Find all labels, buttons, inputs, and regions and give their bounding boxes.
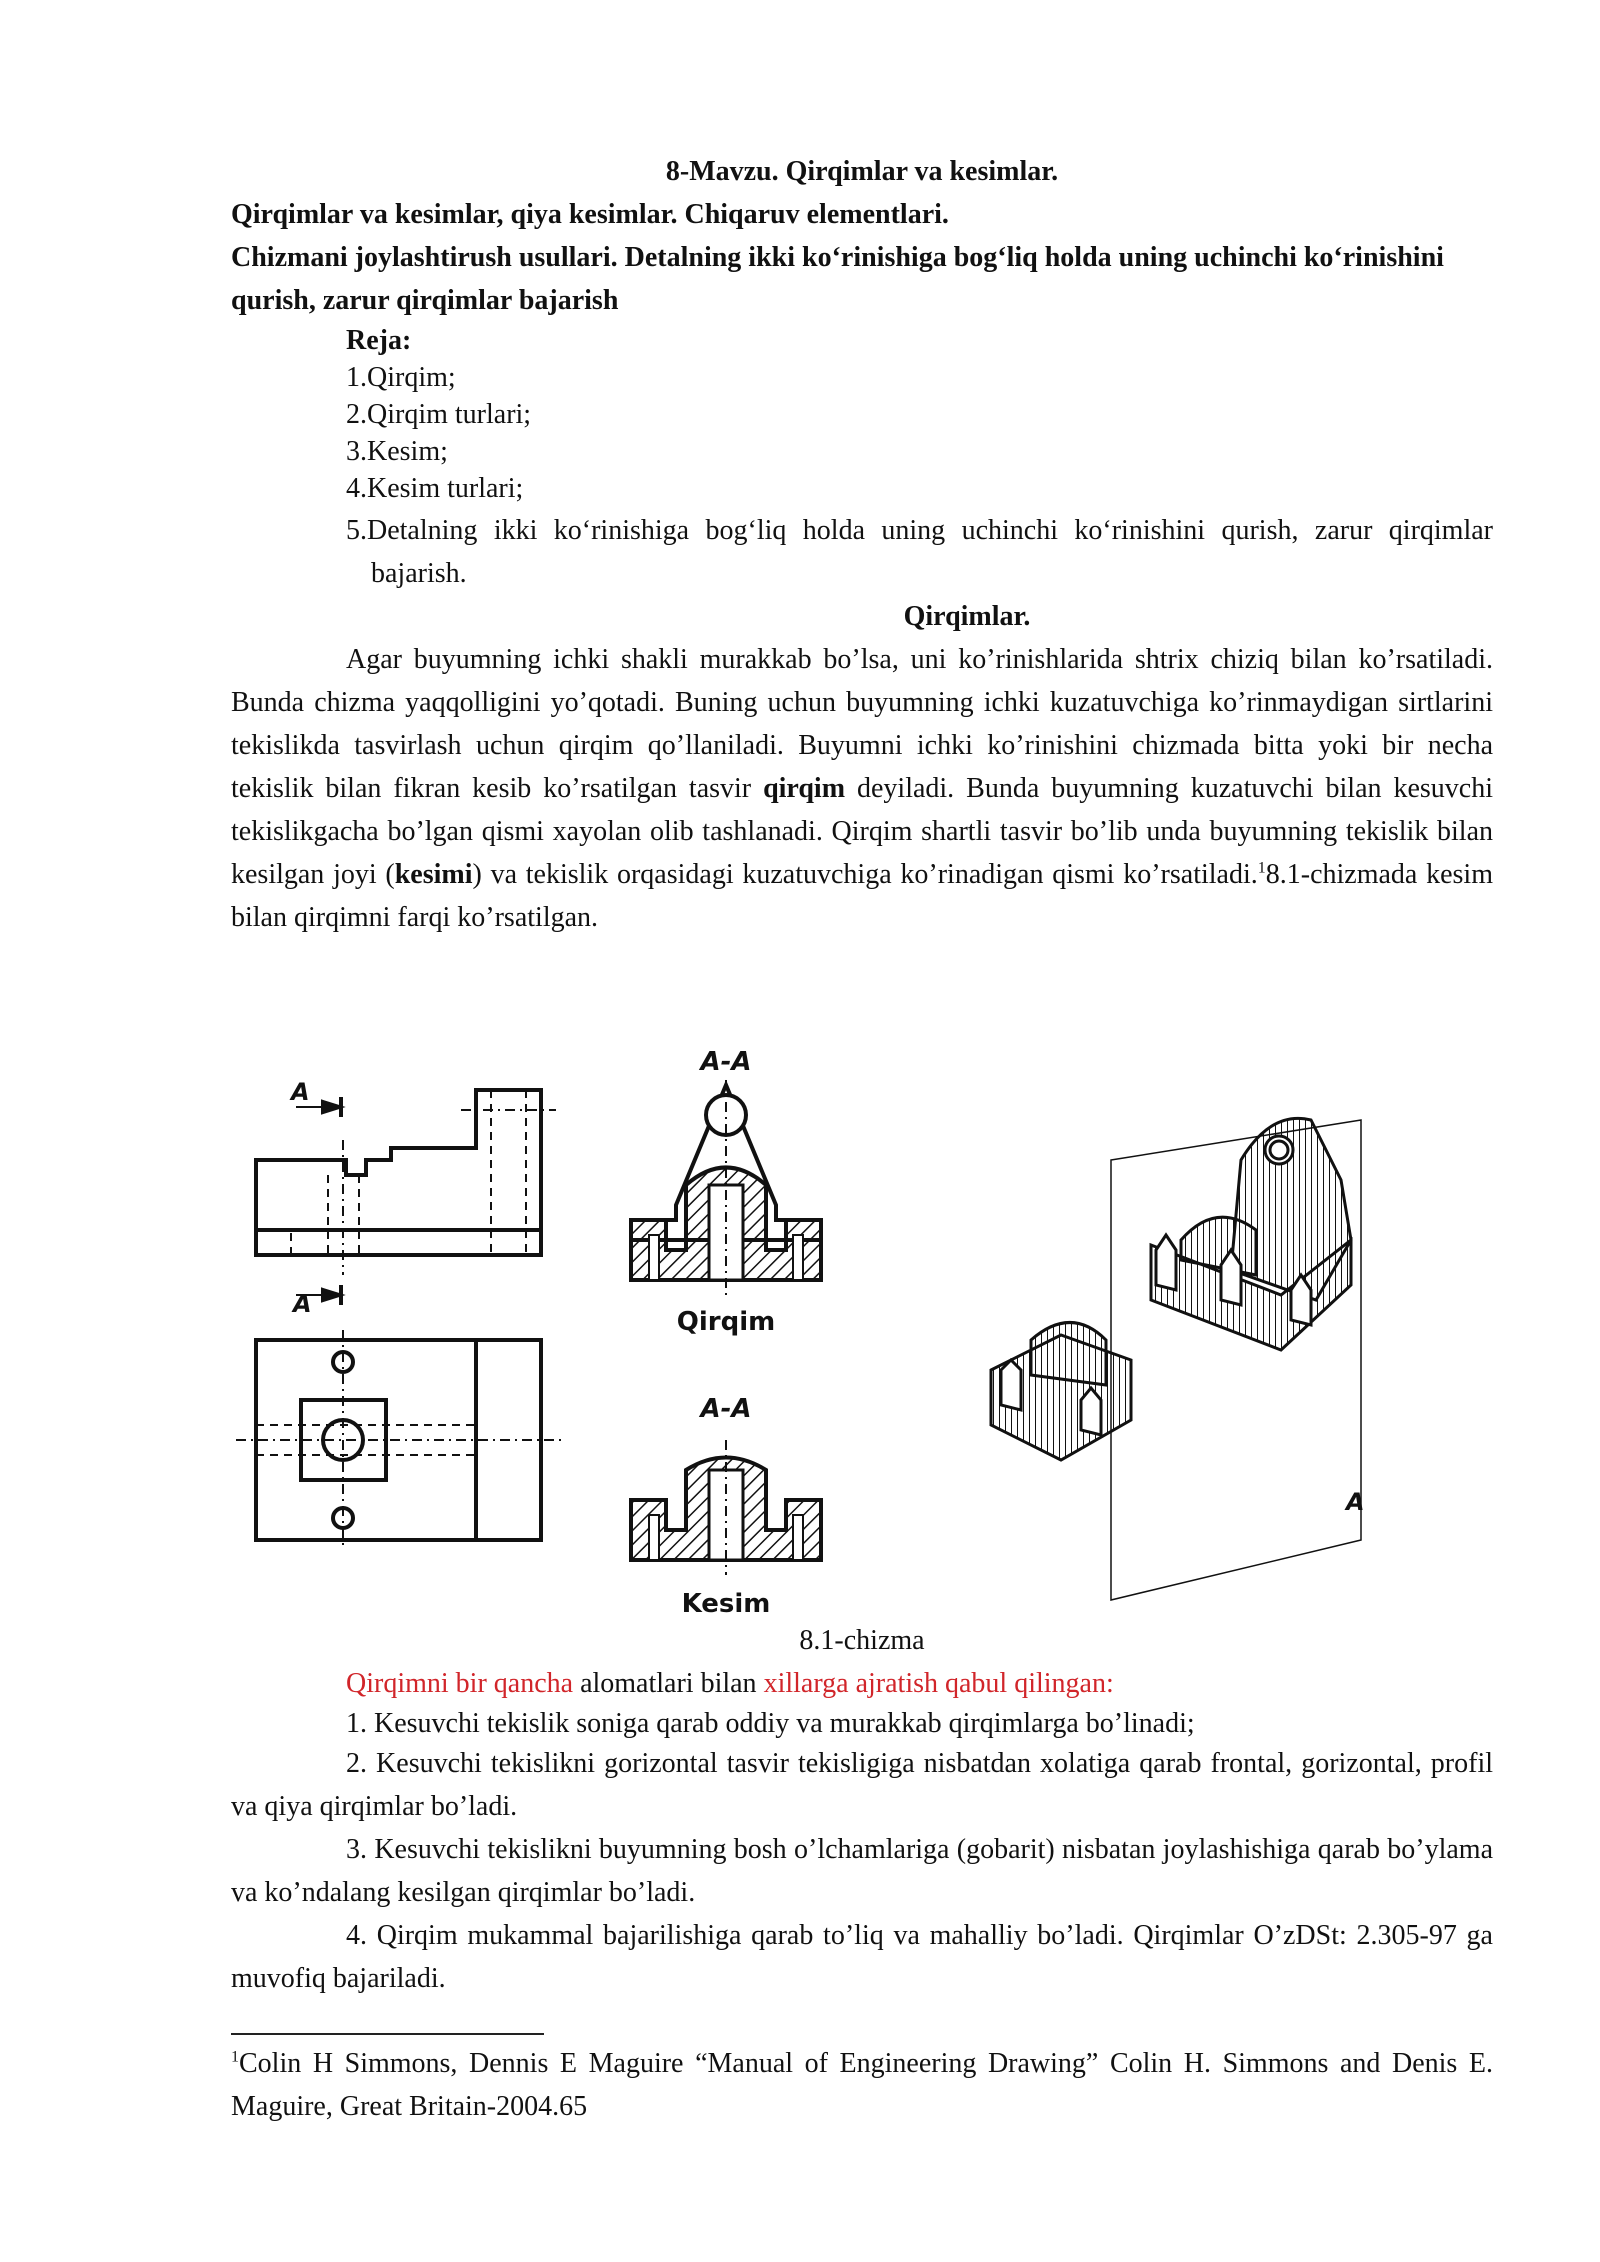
section-label: A-A xyxy=(700,1394,752,1424)
cut-label-a: A xyxy=(291,1078,310,1106)
label-qirqim: Qirqim xyxy=(676,1307,776,1337)
subtitle-2: Chizmani joylashtirush usullari. Detalning ikki ko‘rinishiga bog‘liq holda uning uchinchi ko‘rinishini qurish, zarur qirqimlar bajarish xyxy=(231,242,1444,316)
term-kesimi: kesimi xyxy=(394,859,473,890)
footnote-text: Colin H Simmons, Dennis E Maguire “Manual of Engineering Drawing” Colin H. Simmons and Denis E. Maguire, Great Britain-2004.65 xyxy=(231,2048,1493,2122)
plan-item: 2.Qirqim turlari; xyxy=(346,399,532,430)
figure-caption: 8.1-chizma xyxy=(799,1625,925,1656)
list-item: 2. Kesuvchi tekislikni gorizontal tasvir tekisligiga nisbatdan xolatiga qarab frontal, gorizontal, profil va qiya qirqimlar bo’ladi. xyxy=(231,1748,1493,1822)
highlight-text: Qirqimni bir qancha xyxy=(346,1668,574,1699)
footnote xyxy=(231,2042,1493,2128)
front-view xyxy=(256,1090,556,1305)
section-qirqim xyxy=(631,1080,821,1295)
classification-section xyxy=(231,1662,1493,2000)
section-heading: Qirqimlar. xyxy=(903,601,1031,632)
plan-item: 1.Qirqim; xyxy=(346,362,456,393)
footnote-reference[interactable]: 1 xyxy=(1257,859,1266,877)
section-kesim xyxy=(631,1440,821,1575)
top-view xyxy=(236,1330,561,1550)
classification-intro xyxy=(231,1662,1493,1705)
paragraph-intro xyxy=(231,638,1493,939)
label-kesim: Kesim xyxy=(681,1589,771,1619)
footnote-separator xyxy=(231,2033,544,2035)
isometric-view xyxy=(991,1118,1361,1600)
plan-item: 5.Detalning ikki ko‘rinishiga bog‘liq holda uning uchinchi ko‘rinishini qurish, zarur qirqimlar bajarish. xyxy=(346,515,1493,589)
page-title: 8-Mavzu. Qirqimlar va kesimlar. xyxy=(665,156,1059,187)
cut-label-a: A xyxy=(293,1290,312,1318)
figure-8-1 xyxy=(231,1040,1531,1620)
plan-heading: Reja: xyxy=(346,325,412,356)
paragraph-text: deyiladi. Bunda buyumning kuzatuvchi bilan kesuvchi tekislikgacha bo’lgan qismi xayolan olib tashlanadi. Qirqim shartli tasvir bo’lib unda buyumning tekislik bilan kesilgan joyi ( xyxy=(231,773,1493,890)
paragraph-text: Agar buyumning ichki shakli murakkab bo’lsa, uni ko’rinishlarida shtrix chiziq bilan ko’rsatiladi. Bunda chizma yaqqolligini yo’qotadi. Buning uchun buyumning ichki kuzatuvchiga ko’rinmaydigan sirtlarini tekislikda tasvirlash uchun qirqim qo’llaniladi. Buyumni ichki ko’rinishini chizmada bitta yoki bir necha tekislik bilan fikran kesib ko’rsatilgan tasvir xyxy=(231,644,1493,804)
plan-section xyxy=(346,322,1493,507)
list-item: 3. Kesuvchi tekislikni buyumning bosh o’lchamlariga (gobarit) nisbatan joylashishiga qarab bo’ylama va ko’ndalang kesilgan qirqimlar bo’ladi. xyxy=(231,1834,1493,1908)
list-item: 4. Qirqim mukammal bajarilishiga qarab to’liq va mahalliy bo’ladi. Qirqimlar O’zDSt: 2.305-97 ga muvofiq bajariladi. xyxy=(231,1920,1493,1994)
plan-item: 4.Kesim turlari; xyxy=(346,473,524,504)
subtitle-1: Qirqimlar va kesimlar, qiya kesimlar. Chiqaruv elementlari. xyxy=(231,199,949,230)
list-item: 1. Kesuvchi tekislik soniga qarab oddiy va murakkab qirqimlarga bo’linadi; xyxy=(346,1708,1195,1739)
paragraph-text: 8.1-chizmada kesim bilan qirqimni farqi ko’rsatilgan. xyxy=(231,859,1493,933)
highlight-text: xillarga ajratish qabul qilingan: xyxy=(763,1668,1114,1699)
plan-item: 3.Kesim; xyxy=(346,436,448,467)
cut-plane-label: A xyxy=(1346,1488,1365,1516)
paragraph-text: ) va tekislik orqasidagi kuzatuvchiga ko’rinadigan qismi ko’rsatiladi. xyxy=(472,859,1258,890)
section-label: A-A xyxy=(700,1047,752,1077)
footnote-marker: 1 xyxy=(231,2048,239,2066)
main-text xyxy=(231,150,1493,939)
technical-drawing xyxy=(231,1040,1531,1620)
classification-text: alomatlari bilan xyxy=(573,1668,764,1699)
term-qirqim: qirqim xyxy=(763,773,846,804)
